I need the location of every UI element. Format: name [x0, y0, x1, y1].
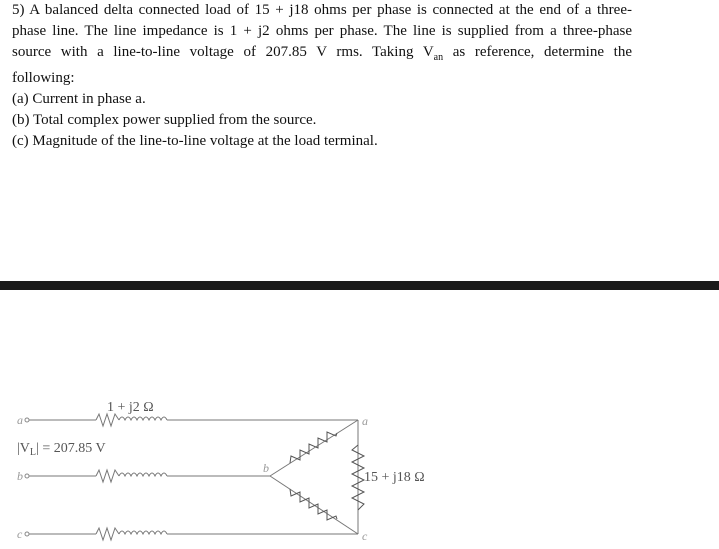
- node-c-load: c: [362, 529, 368, 543]
- terminal-c: [25, 532, 29, 536]
- van-subscript: an: [433, 52, 444, 63]
- voltage-label: [17, 441, 106, 458]
- inductor-b-icon: [119, 473, 167, 476]
- part-c: (c) Magnitude of the line-to-line voltage at the load terminal.: [12, 133, 378, 149]
- inductor-c-icon: [119, 531, 167, 534]
- part-b: (b) Total complex power supplied from the source.: [12, 112, 317, 128]
- resistor-b-icon: [96, 470, 119, 482]
- voltage-label-sub: L: [29, 447, 37, 458]
- node-a-source: a: [17, 413, 23, 427]
- section-divider: [0, 281, 719, 290]
- problem-line-3-prefix: source with a line-to-line voltage of 207.85 V rms. Taking V: [12, 44, 434, 60]
- node-b-load: b: [263, 461, 269, 475]
- node-c-source: c: [17, 527, 23, 541]
- circuit-diagram: [0, 290, 719, 549]
- terminal-b: [25, 474, 29, 478]
- problem-line-1: 5) A balanced delta connected load of 15 + j18 ohms per phase is connected at the end of a three-: [12, 2, 632, 18]
- resistor-c-icon: [96, 528, 119, 540]
- load-bc-branch: [270, 476, 358, 534]
- problem-line-3: [12, 42, 632, 68]
- node-b-source: b: [17, 469, 23, 483]
- load-impedance-label: 15 + j18 Ω: [364, 470, 425, 485]
- load-ab-branch: [270, 420, 358, 476]
- load-ab-impedance-icon: [290, 432, 337, 463]
- resistor-a-icon: [96, 414, 119, 426]
- problem-line-4: following:: [12, 70, 75, 86]
- node-a-load: a: [362, 414, 368, 428]
- terminal-a: [25, 418, 29, 422]
- voltage-label-prefix: |V: [17, 441, 30, 456]
- part-a: (a) Current in phase a.: [12, 91, 146, 107]
- inductor-a-icon: [119, 417, 167, 420]
- line-impedance-label: 1 + j2 Ω: [107, 400, 154, 415]
- problem-line-3-suffix: as reference, determine the: [443, 44, 632, 60]
- voltage-label-value: | = 207.85 V: [36, 441, 106, 456]
- problem-line-2: phase line. The line impedance is 1 + j2 ohms per phase. The line is supplied from a three-phase: [12, 23, 632, 39]
- problem-statement: [12, 0, 632, 152]
